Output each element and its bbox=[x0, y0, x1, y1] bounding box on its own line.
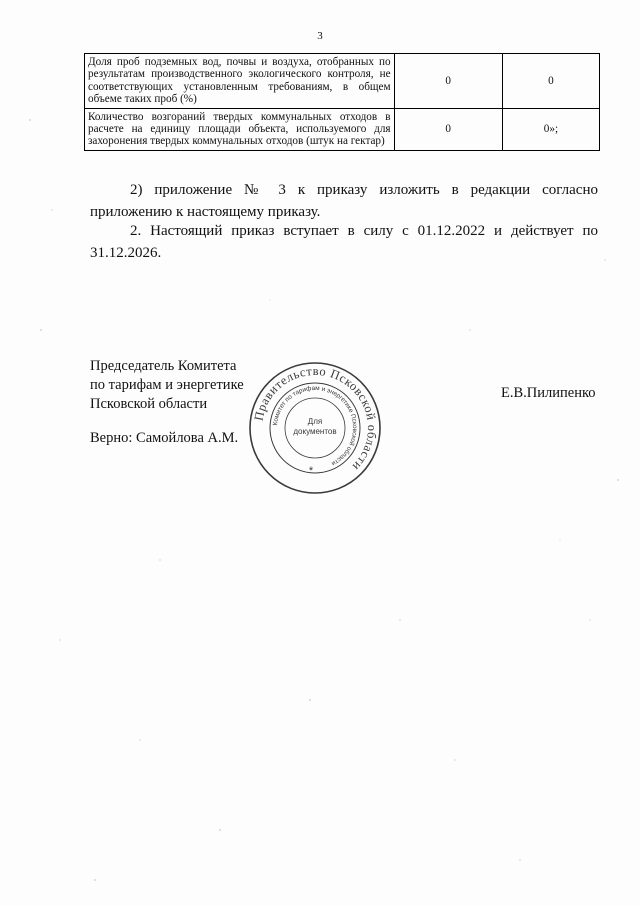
table-row bbox=[85, 54, 600, 109]
signatory-title-line: Председатель Комитета bbox=[90, 358, 237, 374]
seal-center-text-2: документов bbox=[293, 427, 337, 436]
row-value-1: 0 bbox=[394, 108, 502, 150]
paragraph-effective-date-text: 2. Настоящий приказ вступает в силу с 01.12.2022 и действует по 31.12.2026. bbox=[90, 223, 598, 261]
paragraph-appendix-text: 2) приложение № 3 к приказу изложить в редакции согласно приложению к настоящему приказу. bbox=[90, 182, 598, 220]
seal-star-icon: * bbox=[308, 465, 314, 477]
seal-center-text-1: Для bbox=[307, 417, 323, 426]
signatory-title-line: по тарифам и энергетике bbox=[90, 377, 244, 393]
row-description: Количество возгораний твердых коммунальных отходов в расчете на единицу площади объекта, используемого для захоронения твердых коммунальных отходов (штук на гектар) bbox=[85, 108, 395, 150]
seal-inner-text: Комитет по тарифам и энергетике Псковской области bbox=[272, 384, 359, 467]
indicators-table bbox=[84, 53, 600, 151]
signatory-name: Е.В.Пилипенко bbox=[501, 385, 596, 401]
row-value-1: 0 bbox=[394, 54, 502, 109]
row-description: Доля проб подземных вод, почвы и воздуха, отобранных по результатам производственного экологического контроля, не соответствующих установленным требованиям, в общем объеме таких проб (%) bbox=[85, 54, 395, 109]
row-value-2: 0 bbox=[502, 54, 599, 109]
paragraph-effective-date bbox=[90, 220, 598, 264]
signatory-title-line: Псковской области bbox=[90, 396, 208, 412]
seal-outer-text: Правительство Псковской области bbox=[251, 363, 380, 474]
page-number: 3 bbox=[317, 30, 323, 42]
row-value-2: 0»; bbox=[502, 108, 599, 150]
official-seal-stamp bbox=[247, 360, 383, 496]
paragraph-appendix bbox=[90, 179, 598, 223]
certified-copy-note: Верно: Самойлова А.М. bbox=[90, 430, 239, 446]
signatory-title bbox=[90, 357, 244, 414]
table-row bbox=[85, 108, 600, 150]
